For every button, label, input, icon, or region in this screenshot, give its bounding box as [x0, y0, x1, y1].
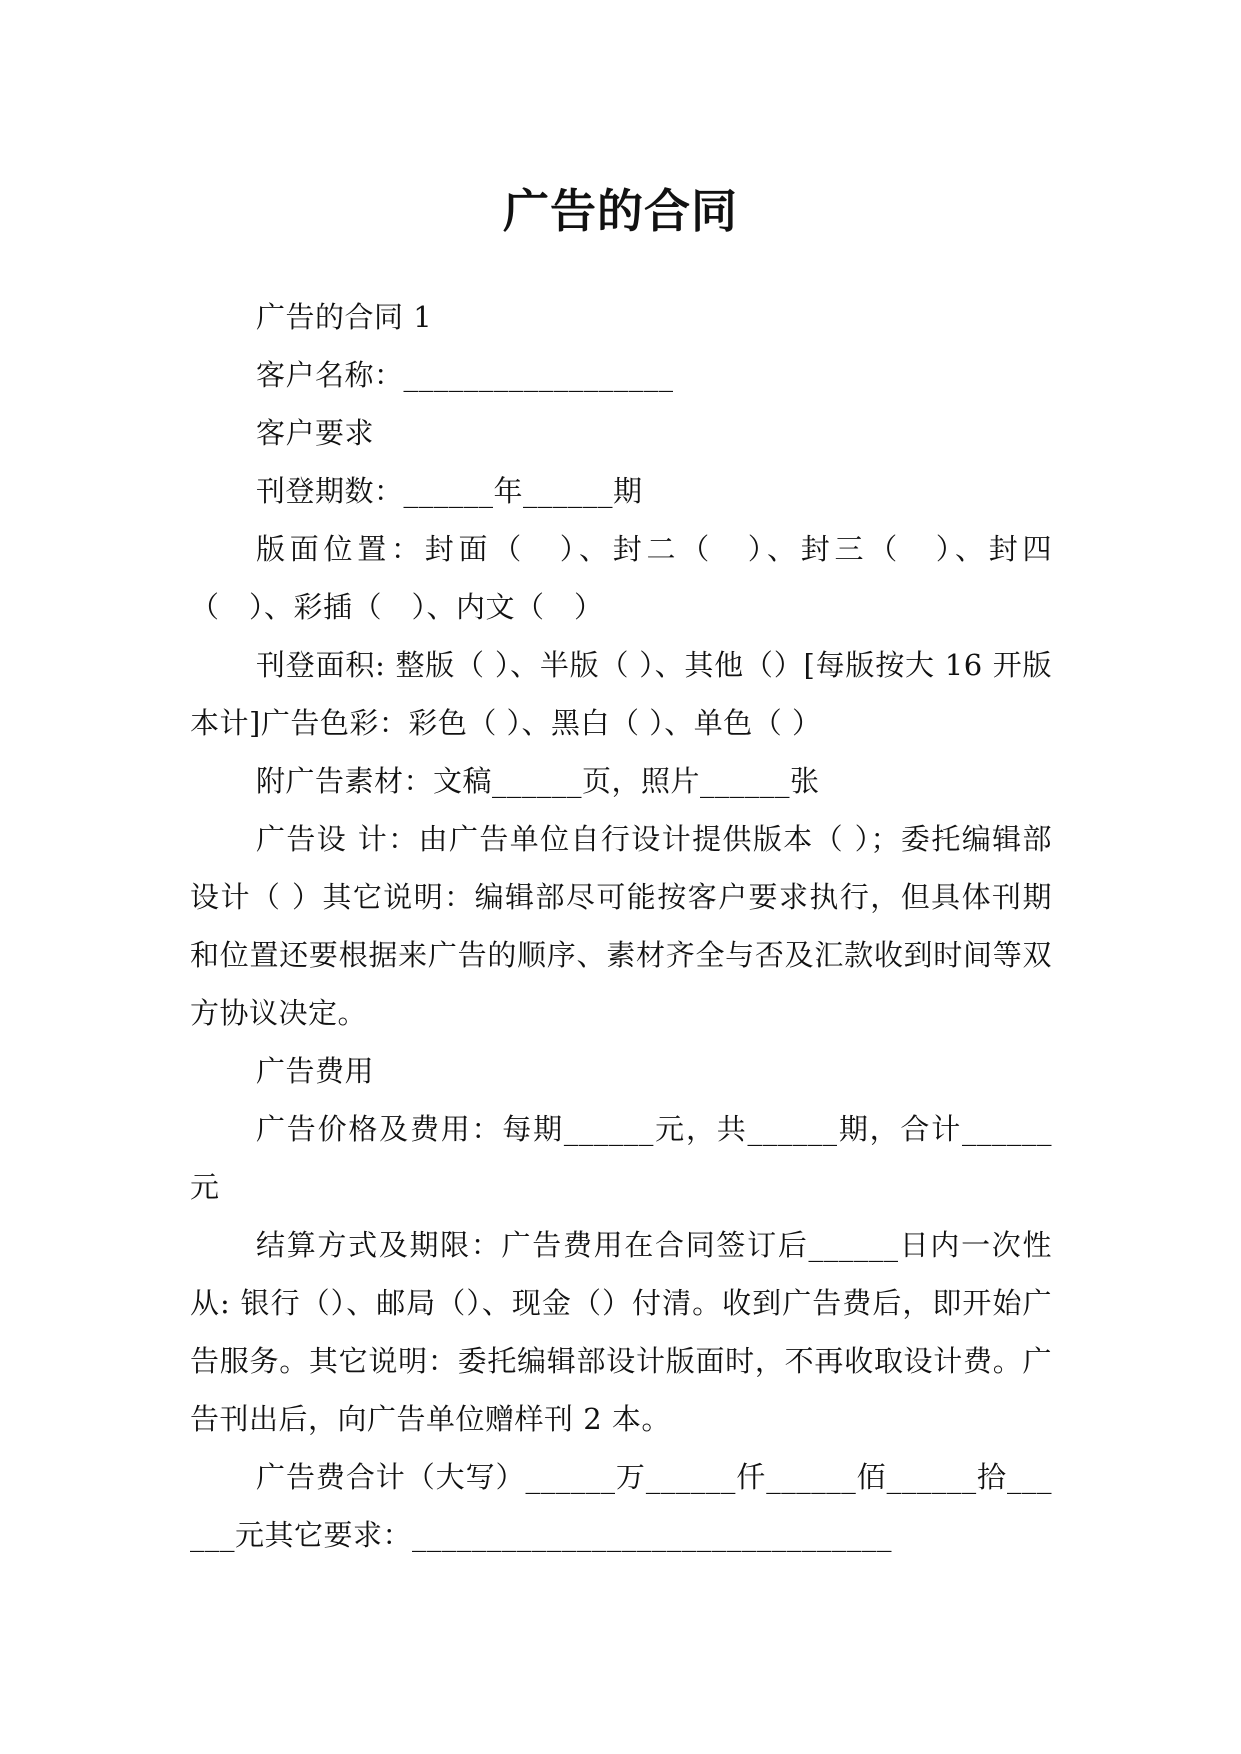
design-paragraph: 广告设 计：由广告单位自行设计提供版本（ ）；委托编辑部设计（ ）其它说明：编辑部尽可能按客户要求执行，但具体刊期和位置还要根据来广告的顺序、素材齐全与否及汇款收到时间等双方协议决定。 [190, 822, 1052, 1030]
fees-heading: 广告费用 [256, 1054, 375, 1088]
contract-body [190, 288, 1052, 1564]
total-amount-paragraph: 广告费合计（大写）______万______仟______佰______拾______元其它要求：________________________________ [190, 1460, 1052, 1552]
customer-name-line: 客户名称：__________________ [256, 358, 674, 392]
customer-requirements-heading: 客户要求 [256, 416, 375, 450]
layout-position-paragraph: 版面位置：封面（ ）、封二（ ）、封三（ ）、封四（ ）、彩插（ ）、内文（ ） [190, 532, 1052, 624]
contract-heading: 广告的合同 1 [256, 300, 433, 334]
price-paragraph: 广告价格及费用：每期______元，共______期，合计______元 [190, 1112, 1052, 1204]
publication-area-paragraph: 刊登面积: 整版（ ）、半版（ ）、其他（）[每版按大 16 开版本计]广告色彩：彩色（ ）、黑白（ ）、单色（ ） [190, 648, 1052, 740]
publication-periods-line: 刊登期数：______年______期 [256, 474, 643, 508]
materials-line: 附广告素材：文稿______页，照片______张 [256, 764, 820, 798]
settlement-paragraph: 结算方式及期限：广告费用在合同签订后______日内一次性从: 银行（）、邮局（）、现金（）付清。收到广告费后，即开始广告服务。其它说明：委托编辑部设计版面时，不再收取设计费。广告刊出后，向广告单位赠样刊 2 本。 [190, 1228, 1052, 1436]
document-title: 广告的合同 [503, 183, 738, 238]
